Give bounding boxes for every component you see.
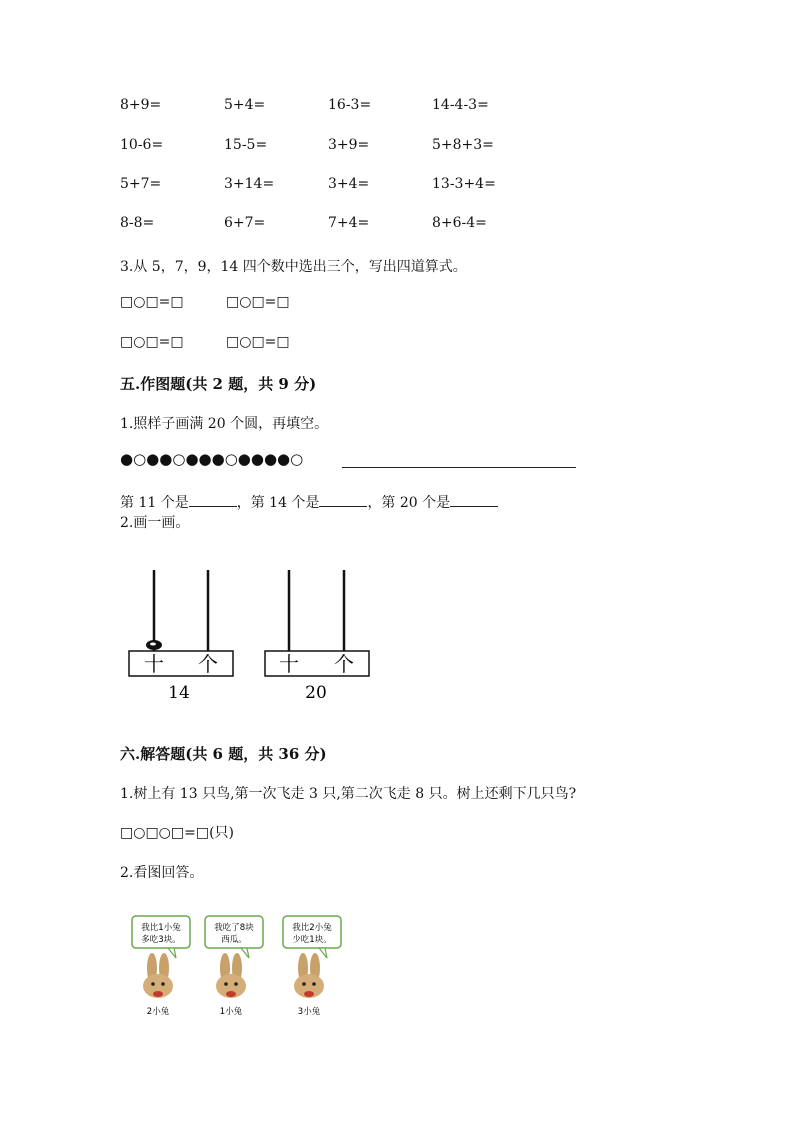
fill-label-20: ，第 20 个是 [367,495,451,511]
arith-item: 3+14= [224,176,275,192]
rabbit-eye [151,982,155,986]
arith-item: 10-6= [120,137,164,153]
rabbit-group-1 [132,916,190,1017]
section-6-q2-title: 2.看图回答。 [120,865,204,881]
question-3-title: 3.从 5，7，9，14 四个数中选出三个，写出四道算式。 [120,259,467,275]
arith-item: 15-5= [224,137,268,153]
section-5-header: 五.作图题(共 2 题，共 9 分) [120,375,317,393]
blank-20[interactable] [450,494,498,507]
bubble-text-line1: 我吃了8块 [214,923,254,933]
tens-label: 十 [279,652,299,676]
bubble-text-line1: 我比2小兔 [292,923,332,933]
blank-14[interactable] [319,494,367,507]
bubble-text-line1: 我比1小兔 [141,923,181,933]
equation-template: □○□=□ [226,334,290,350]
answer-line [342,467,576,468]
rabbit-label: 2小兔 [146,1007,170,1017]
bubble-text-line2: 多吃3块。 [141,935,181,945]
abacus-board-1 [129,570,233,703]
fill-blanks-row [120,492,498,512]
rabbit-label: 1小兔 [219,1007,243,1017]
ones-label: 个 [198,652,218,676]
equation-template: □○□=□ [226,294,290,310]
section-5-q2-title: 2.画一画。 [120,515,190,531]
equation-template: □○□=□ [120,334,184,350]
rabbit-mouth [226,991,236,997]
rabbit-mouth [153,991,163,997]
abacus-figure [120,565,380,710]
rabbit-eye [234,982,238,986]
abacus-board-2 [265,570,369,703]
section-5-q1-title: 1.照样子画满 20 个圆，再填空。 [120,416,329,432]
section-6-header: 六.解答题(共 6 题，共 36 分) [120,745,327,763]
arith-item: 5+8+3= [432,137,494,153]
rabbit-eye [302,982,306,986]
fill-label-14: ，第 14 个是 [236,495,320,511]
circle-pattern-row [120,450,303,468]
bubble-tail [168,948,176,958]
arith-item: 13-3+4= [432,176,496,192]
rabbit-eye [312,982,316,986]
arith-item: 16-3= [328,97,372,113]
bubble-tail [319,948,327,958]
bead-highlight [150,643,156,646]
arith-item: 7+4= [328,215,370,231]
rabbit-eye [224,982,228,986]
bubble-text-line2: 少吃1块。 [292,935,332,945]
equation-template: □○□=□ [120,294,184,310]
arith-item: 6+7= [224,215,266,231]
arith-item: 8+6-4= [432,215,487,231]
bubble-text-line2: 西瓜。 [221,935,247,945]
tens-label: 十 [144,652,164,676]
arith-item: 8-8= [120,215,155,231]
rabbits-picture [125,910,355,1025]
abacus-number: 14 [168,683,190,703]
arith-item: 5+7= [120,176,162,192]
rabbit-label: 3小兔 [297,1007,321,1017]
rabbit-group-2 [205,916,263,1017]
abacus-number: 20 [305,683,327,703]
fill-label-11: 第 11 个是 [120,495,189,511]
blank-11[interactable] [189,494,237,507]
ones-label: 个 [334,652,354,676]
equation-template: □○□○□=□(只) [120,825,234,841]
arith-item: 3+4= [328,176,370,192]
arith-item: 3+9= [328,137,370,153]
rabbit-eye [161,982,165,986]
circle-pattern: ●○●●○●●●○●●●●○ [120,450,304,468]
arith-item: 5+4= [224,97,266,113]
section-6-q1-title: 1.树上有 13 只鸟,第一次飞走 3 只,第二次飞走 8 只。树上还剩下几只鸟? [120,786,577,802]
rabbit-group-3 [283,916,341,1017]
arith-item: 14-4-3= [432,97,489,113]
rabbit-mouth [304,991,314,997]
bubble-tail [241,948,249,958]
arith-item: 8+9= [120,97,162,113]
